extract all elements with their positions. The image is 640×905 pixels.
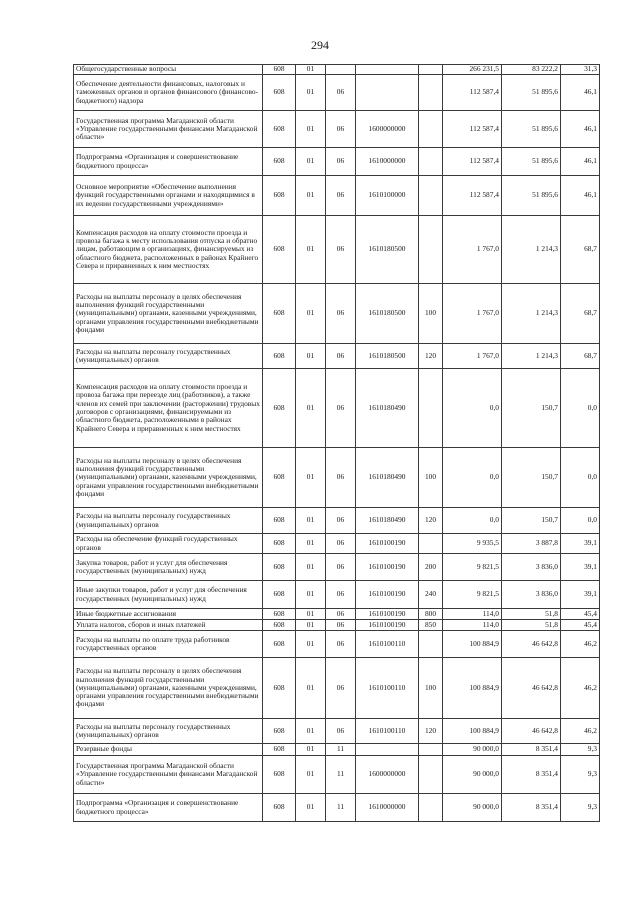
cell-plan: 1 767,0 [443,216,502,284]
cell-vedomstvo: 608 [263,554,296,581]
page-number: 294 [311,38,329,52]
cell-name: Расходы на выплаты по оплате труда работников государственных органов [74,631,263,658]
cell-target-article: 1610000000 [356,148,419,176]
budget-table [73,64,600,822]
cell-target-article: 1610180500 [356,344,419,369]
cell-percent: 45,4 [561,609,600,620]
cell-plan: 114,0 [443,620,502,631]
cell-executed: 150,7 [502,448,561,508]
cell-expense-type [419,369,443,448]
cell-vedomstvo: 608 [263,448,296,508]
cell-target-article: 1610100110 [356,719,419,744]
cell-percent: 39,1 [561,581,600,609]
cell-executed: 3 836,0 [502,554,561,581]
cell-razdel: 01 [296,581,326,609]
cell-executed: 51 895,6 [502,176,561,216]
cell-plan: 112 587,4 [443,148,502,176]
cell-plan: 1 767,0 [443,284,502,344]
cell-executed: 1 214,3 [502,344,561,369]
cell-podrazdel: 06 [326,534,356,554]
cell-vedomstvo: 608 [263,508,296,534]
cell-plan: 100 884,9 [443,719,502,744]
cell-vedomstvo: 608 [263,284,296,344]
cell-name: Резервные фонды [74,744,263,756]
cell-vedomstvo: 608 [263,111,296,148]
cell-name: Подпрограмма «Организация и совершенствование бюджетного процесса» [74,148,263,176]
cell-razdel: 01 [296,148,326,176]
cell-target-article: 1610100190 [356,620,419,631]
cell-percent: 46,1 [561,148,600,176]
cell-plan: 0,0 [443,369,502,448]
cell-percent: 39,1 [561,554,600,581]
table-row [74,609,600,620]
cell-razdel: 01 [296,216,326,284]
cell-expense-type [419,744,443,756]
cell-razdel: 01 [296,620,326,631]
cell-executed: 51,8 [502,620,561,631]
cell-target-article: 1610100190 [356,534,419,554]
cell-plan: 266 231,5 [443,65,502,75]
cell-target-article: 1610180490 [356,448,419,508]
cell-executed: 46 642,8 [502,631,561,658]
cell-executed: 8 351,4 [502,794,561,822]
cell-podrazdel: 06 [326,719,356,744]
cell-executed: 1 214,3 [502,216,561,284]
cell-executed: 46 642,8 [502,658,561,719]
cell-target-article: 1610100110 [356,658,419,719]
cell-expense-type: 800 [419,609,443,620]
cell-podrazdel: 06 [326,148,356,176]
cell-expense-type [419,148,443,176]
table-row [74,534,600,554]
cell-name: Общегосударственные вопросы [74,65,263,75]
cell-plan: 100 884,9 [443,658,502,719]
cell-razdel: 01 [296,448,326,508]
cell-razdel: 01 [296,369,326,448]
cell-podrazdel: 11 [326,794,356,822]
cell-plan: 9 821,5 [443,581,502,609]
cell-expense-type: 120 [419,344,443,369]
table-row [74,176,600,216]
cell-plan: 114,0 [443,609,502,620]
cell-podrazdel [326,65,356,75]
cell-executed: 51,8 [502,609,561,620]
cell-target-article: 1610100190 [356,581,419,609]
table-row [74,581,600,609]
table-row [74,369,600,448]
cell-executed: 150,7 [502,369,561,448]
table-row [74,448,600,508]
cell-razdel: 01 [296,111,326,148]
cell-vedomstvo: 608 [263,148,296,176]
table-row [74,620,600,631]
cell-vedomstvo: 608 [263,719,296,744]
table-row [74,65,600,75]
cell-vedomstvo: 608 [263,75,296,111]
cell-razdel: 01 [296,534,326,554]
cell-target-article [356,65,419,75]
cell-name: Расходы на выплаты персоналу в целях обеспечения выполнения функций государственными (муниципальными) органами, казенными учреждениями, органами управления государственными внебюджетными фондами [74,284,263,344]
cell-vedomstvo: 608 [263,65,296,75]
cell-target-article: 1610100110 [356,631,419,658]
table-row [74,794,600,822]
cell-razdel: 01 [296,554,326,581]
cell-percent: 0,0 [561,448,600,508]
cell-name: Расходы на выплаты персоналу государственных (муниципальных) органов [74,508,263,534]
cell-executed: 1 214,3 [502,284,561,344]
table-row [74,658,600,719]
cell-podrazdel: 06 [326,216,356,284]
table-row [74,744,600,756]
cell-name: Подпрограмма «Организация и совершенствование бюджетного процесса» [74,794,263,822]
cell-plan: 100 884,9 [443,631,502,658]
cell-target-article [356,744,419,756]
cell-target-article: 1600000000 [356,756,419,794]
cell-plan: 1 767,0 [443,344,502,369]
cell-razdel: 01 [296,508,326,534]
cell-razdel: 01 [296,744,326,756]
cell-plan: 112 587,4 [443,176,502,216]
cell-name: Расходы на выплаты персоналу государственных (муниципальных) органов [74,719,263,744]
cell-executed: 3 836,0 [502,581,561,609]
cell-name: Иные бюджетные ассигнования [74,609,263,620]
cell-expense-type: 850 [419,620,443,631]
cell-plan: 9 935,5 [443,534,502,554]
cell-target-article: 1600000000 [356,111,419,148]
cell-razdel: 01 [296,75,326,111]
cell-executed: 51 895,6 [502,111,561,148]
cell-percent: 68,7 [561,216,600,284]
cell-vedomstvo: 608 [263,581,296,609]
cell-vedomstvo: 608 [263,216,296,284]
cell-percent: 46,1 [561,111,600,148]
cell-percent: 46,1 [561,176,600,216]
cell-name: Закупка товаров, работ и услуг для обеспечения государственных (муниципальных) нужд [74,554,263,581]
cell-percent: 0,0 [561,369,600,448]
cell-podrazdel: 06 [326,344,356,369]
cell-executed: 46 642,8 [502,719,561,744]
cell-vedomstvo: 608 [263,620,296,631]
cell-percent: 46,2 [561,631,600,658]
cell-vedomstvo: 608 [263,756,296,794]
cell-executed: 51 895,6 [502,75,561,111]
cell-percent: 46,2 [561,719,600,744]
cell-percent: 9,3 [561,744,600,756]
cell-expense-type [419,176,443,216]
table-row [74,719,600,744]
cell-percent: 39,1 [561,534,600,554]
cell-vedomstvo: 608 [263,609,296,620]
cell-name: Расходы на выплаты персоналу в целях обеспечения выполнения функций государственными (муниципальными) органами, казенными учреждениями, органами управления государственными внебюджетными фондами [74,448,263,508]
cell-expense-type [419,631,443,658]
cell-vedomstvo: 608 [263,794,296,822]
cell-podrazdel: 06 [326,554,356,581]
cell-name: Расходы на обеспечение функций государственных органов [74,534,263,554]
cell-name: Компенсация расходов на оплату стоимости проезда и провоза багажа при переезде лиц (работников), а также членов их семей при заключении (расторжении) трудовых договоров с организациями, финансируемыми из областного бюджета, расположенными в районах Крайнего Севера и приравненных к ним местностях [74,369,263,448]
cell-expense-type [419,534,443,554]
cell-plan: 90 000,0 [443,744,502,756]
cell-expense-type [419,111,443,148]
cell-razdel: 01 [296,609,326,620]
cell-podrazdel: 11 [326,756,356,794]
cell-percent: 9,3 [561,756,600,794]
table-row [74,111,600,148]
cell-name: Расходы на выплаты персоналу государственных (муниципальных) органов [74,344,263,369]
cell-target-article: 1610180490 [356,369,419,448]
cell-razdel: 01 [296,794,326,822]
cell-expense-type: 200 [419,554,443,581]
cell-podrazdel: 11 [326,744,356,756]
cell-vedomstvo: 608 [263,631,296,658]
cell-podrazdel: 06 [326,508,356,534]
cell-executed: 8 351,4 [502,756,561,794]
cell-name: Государственная программа Магаданской области «Управление государственными финансами Магаданской области» [74,756,263,794]
cell-expense-type: 120 [419,719,443,744]
cell-razdel: 01 [296,658,326,719]
cell-name: Иные закупки товаров, работ и услуг для обеспечения государственных (муниципальных) нужд [74,581,263,609]
table-row [74,631,600,658]
cell-name: Компенсация расходов на оплату стоимости проезда и провоза багажа к месту использования отпуска и обратно лицам, работающим в организациях, финансируемых из областного бюджета, расположенных в районах Крайнего Севера и приравненных к ним местностях [74,216,263,284]
cell-executed: 3 887,8 [502,534,561,554]
cell-target-article: 1610100190 [356,609,419,620]
cell-podrazdel: 06 [326,176,356,216]
cell-podrazdel: 06 [326,369,356,448]
cell-percent: 31,3 [561,65,600,75]
cell-executed: 51 895,6 [502,148,561,176]
cell-name: Расходы на выплаты персоналу в целях обеспечения выполнения функций государственными (муниципальными) органами, казенными учреждениями, органами управления государственными внебюджетными фондами [74,658,263,719]
cell-plan: 0,0 [443,448,502,508]
cell-vedomstvo: 608 [263,658,296,719]
cell-razdel: 01 [296,65,326,75]
cell-expense-type [419,65,443,75]
cell-plan: 0,0 [443,508,502,534]
cell-plan: 90 000,0 [443,756,502,794]
cell-plan: 9 821,5 [443,554,502,581]
cell-percent: 68,7 [561,284,600,344]
cell-expense-type: 240 [419,581,443,609]
cell-razdel: 01 [296,284,326,344]
cell-target-article: 1610100000 [356,176,419,216]
cell-name: Основное мероприятие «Обеспечение выполнения функций государственными органами и находящимися в их ведении государственными учреждениями» [74,176,263,216]
table-row [74,344,600,369]
cell-target-article: 1610100190 [356,554,419,581]
cell-vedomstvo: 608 [263,176,296,216]
table-row [74,508,600,534]
cell-percent: 46,1 [561,75,600,111]
cell-name: Обеспечение деятельности финансовых, налоговых и таможенных органов и органов финансового (финансово-бюджетного) надзора [74,75,263,111]
cell-executed: 8 351,4 [502,744,561,756]
cell-executed: 150,7 [502,508,561,534]
cell-percent: 46,2 [561,658,600,719]
cell-podrazdel: 06 [326,284,356,344]
cell-podrazdel: 06 [326,620,356,631]
cell-expense-type: 100 [419,284,443,344]
table-row [74,756,600,794]
cell-percent: 9,3 [561,794,600,822]
table-row [74,75,600,111]
cell-name: Государственная программа Магаданской области «Управление государственными финансами Магаданской области» [74,111,263,148]
cell-percent: 45,4 [561,620,600,631]
table-row [74,216,600,284]
cell-expense-type: 120 [419,508,443,534]
cell-razdel: 01 [296,344,326,369]
cell-razdel: 01 [296,756,326,794]
cell-razdel: 01 [296,176,326,216]
cell-vedomstvo: 608 [263,344,296,369]
table-body [74,65,600,822]
table-row [74,554,600,581]
cell-name: Уплата налогов, сборов и иных платежей [74,620,263,631]
cell-podrazdel: 06 [326,609,356,620]
cell-podrazdel: 06 [326,75,356,111]
cell-expense-type [419,75,443,111]
cell-razdel: 01 [296,631,326,658]
cell-vedomstvo: 608 [263,744,296,756]
table-row [74,148,600,176]
cell-target-article: 1610180490 [356,508,419,534]
cell-podrazdel: 06 [326,111,356,148]
cell-podrazdel: 06 [326,581,356,609]
cell-razdel: 01 [296,719,326,744]
cell-target-article: 1610180500 [356,216,419,284]
cell-percent: 0,0 [561,508,600,534]
cell-executed: 83 222,2 [502,65,561,75]
cell-percent: 68,7 [561,344,600,369]
cell-plan: 112 587,4 [443,75,502,111]
cell-plan: 90 000,0 [443,794,502,822]
cell-expense-type: 100 [419,448,443,508]
cell-expense-type [419,756,443,794]
cell-target-article: 1610180500 [356,284,419,344]
cell-expense-type [419,216,443,284]
cell-vedomstvo: 608 [263,534,296,554]
cell-podrazdel: 06 [326,658,356,719]
cell-plan: 112 587,4 [443,111,502,148]
cell-target-article: 1610000000 [356,794,419,822]
cell-podrazdel: 06 [326,448,356,508]
table-row [74,284,600,344]
cell-expense-type [419,794,443,822]
cell-vedomstvo: 608 [263,369,296,448]
cell-target-article [356,75,419,111]
cell-podrazdel: 06 [326,631,356,658]
cell-expense-type: 100 [419,658,443,719]
